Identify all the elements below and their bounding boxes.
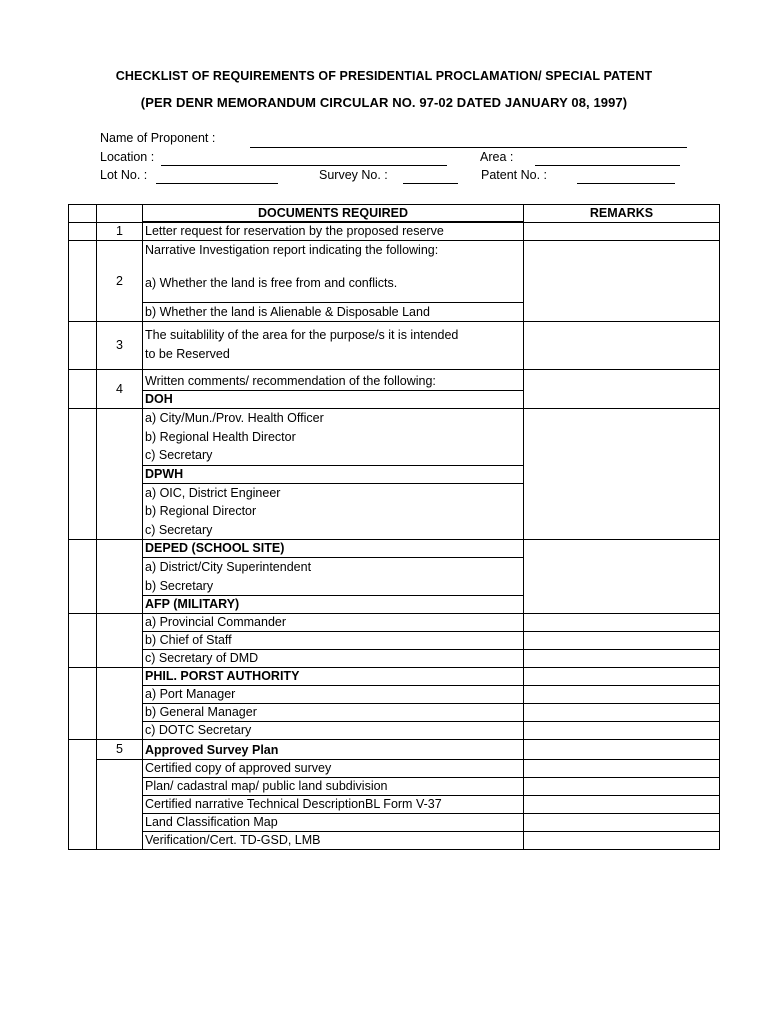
remarks-cell[interactable]	[524, 760, 720, 778]
document-cell: c) DOTC Secretary	[143, 722, 524, 740]
table-row	[69, 778, 720, 796]
proponent-label: Name of Proponent :	[100, 131, 216, 145]
location-field[interactable]	[161, 165, 447, 166]
remarks-cell[interactable]	[524, 632, 720, 650]
document-text: a) OIC, District Engineer	[145, 485, 281, 500]
remarks-cell[interactable]	[524, 322, 720, 370]
document-cell: b) General Manager	[143, 704, 524, 722]
remarks-cell[interactable]	[524, 668, 720, 686]
table-row	[69, 222, 720, 241]
item-number: 2	[97, 241, 143, 322]
document-text: a) City/Mun./Prov. Health Officer	[145, 411, 324, 425]
document-cell: a) Provincial Commander	[143, 614, 524, 632]
blank-cell	[69, 409, 97, 540]
table-row	[69, 814, 720, 832]
blank-cell	[69, 205, 97, 223]
remarks-cell[interactable]	[524, 409, 720, 540]
table-row	[69, 832, 720, 850]
document-cell: Written comments/ recommendation of the following:	[143, 370, 524, 391]
header-remarks: REMARKS	[524, 205, 720, 223]
blank-cell	[97, 668, 143, 740]
table-row	[69, 370, 720, 391]
document-cell	[143, 409, 524, 466]
document-text: b) Secretary	[145, 578, 214, 593]
document-cell: b) Whether the land is Alienable & Disposable Land	[143, 303, 524, 322]
blank-cell	[97, 205, 143, 223]
area-field[interactable]	[535, 165, 680, 166]
table-row	[69, 722, 720, 740]
table-row	[69, 540, 720, 558]
lot-label: Lot No. :	[100, 168, 148, 182]
table-row	[69, 241, 720, 303]
remarks-cell[interactable]	[524, 796, 720, 814]
blank-cell	[69, 370, 97, 409]
item-number: 3	[97, 322, 143, 370]
lot-field[interactable]	[156, 183, 278, 184]
blank-cell	[97, 409, 143, 540]
document-cell: Plan/ cadastral map/ public land subdivision	[143, 778, 524, 796]
patent-field[interactable]	[577, 183, 675, 184]
document-cell: c) Secretary of DMD	[143, 650, 524, 668]
document-cell: Verification/Cert. TD-GSD, LMB	[143, 832, 524, 850]
remarks-cell[interactable]	[524, 814, 720, 832]
document-text: The suitablility of the area for the purpose/s it is intended	[145, 328, 459, 342]
document-text: to be Reserved	[145, 347, 230, 361]
document-cell: Certified copy of approved survey	[143, 760, 524, 778]
table-row	[69, 760, 720, 778]
survey-field[interactable]	[403, 183, 458, 184]
table-header-row	[69, 205, 720, 223]
item-number: 4	[97, 370, 143, 409]
remarks-cell[interactable]	[524, 540, 720, 614]
remarks-cell[interactable]	[524, 370, 720, 409]
table-row	[69, 686, 720, 704]
table-row	[69, 409, 720, 466]
table-row	[69, 704, 720, 722]
document-title: CHECKLIST OF REQUIREMENTS OF PRESIDENTIAL PROCLAMATION/ SPECIAL PATENT	[115, 69, 653, 83]
document-cell	[143, 483, 524, 540]
blank-cell	[69, 222, 97, 241]
proponent-field[interactable]	[250, 147, 687, 148]
document-cell: a) Port Manager	[143, 686, 524, 704]
header-documents: DOCUMENTS REQUIRED	[143, 205, 524, 223]
document-text: a) Whether the land is free from and conflicts.	[145, 276, 398, 290]
document-cell: Letter request for reservation by the proposed reserve	[143, 222, 524, 241]
blank-cell	[69, 740, 97, 850]
group-heading-ppa: PHIL. PORST AUTHORITY	[143, 668, 524, 686]
group-heading-dpwh: DPWH	[143, 465, 524, 483]
group-heading-deped: DEPED (SCHOOL SITE)	[143, 540, 524, 558]
item-number: 1	[97, 222, 143, 241]
blank-cell	[97, 614, 143, 668]
remarks-cell[interactable]	[524, 222, 720, 241]
remarks-cell[interactable]	[524, 832, 720, 850]
patent-label: Patent No. :	[481, 168, 548, 182]
remarks-cell[interactable]	[524, 686, 720, 704]
group-heading-afp: AFP (MILITARY)	[143, 596, 524, 614]
blank-cell	[97, 540, 143, 614]
remarks-cell[interactable]	[524, 778, 720, 796]
requirements-table	[68, 204, 720, 850]
remarks-cell[interactable]	[524, 241, 720, 322]
location-label: Location :	[100, 150, 155, 164]
table-row	[69, 796, 720, 814]
item-number: 5	[97, 740, 143, 760]
document-cell: Land Classification Map	[143, 814, 524, 832]
area-label: Area :	[480, 150, 514, 164]
blank-cell	[69, 614, 97, 668]
document-cell	[143, 241, 524, 303]
document-cell: Approved Survey Plan	[143, 740, 524, 760]
document-text: c) Secretary	[145, 448, 213, 462]
document-text: b) Regional Health Director	[145, 429, 296, 444]
document-cell: Certified narrative Technical DescriptionBL Form V-37	[143, 796, 524, 814]
document-cell	[143, 558, 524, 596]
table-row	[69, 632, 720, 650]
table-row	[69, 322, 720, 370]
document-text: Narrative Investigation report indicating the following:	[145, 243, 439, 257]
table-row	[69, 740, 720, 760]
remarks-cell[interactable]	[524, 722, 720, 740]
document-subtitle: (PER DENR MEMORANDUM CIRCULAR NO. 97-02 DATED JANUARY 08, 1997)	[140, 95, 628, 110]
table-row	[69, 668, 720, 686]
blank-cell	[69, 668, 97, 740]
remarks-cell[interactable]	[524, 650, 720, 668]
blank-cell	[97, 760, 143, 850]
blank-cell	[69, 540, 97, 614]
document-cell: b) Chief of Staff	[143, 632, 524, 650]
group-heading-doh: DOH	[143, 391, 524, 409]
blank-cell	[69, 322, 97, 370]
remarks-cell[interactable]	[524, 614, 720, 632]
document-text: a) District/City Superintendent	[145, 560, 312, 574]
document-text: b) Regional Director	[145, 504, 257, 518]
remarks-cell[interactable]	[524, 740, 720, 760]
remarks-cell[interactable]	[524, 704, 720, 722]
survey-label: Survey No. :	[319, 168, 388, 182]
table-row	[69, 614, 720, 632]
table-row	[69, 650, 720, 668]
document-cell	[143, 322, 524, 370]
document-text: c) Secretary	[145, 522, 213, 537]
blank-cell	[69, 241, 97, 322]
